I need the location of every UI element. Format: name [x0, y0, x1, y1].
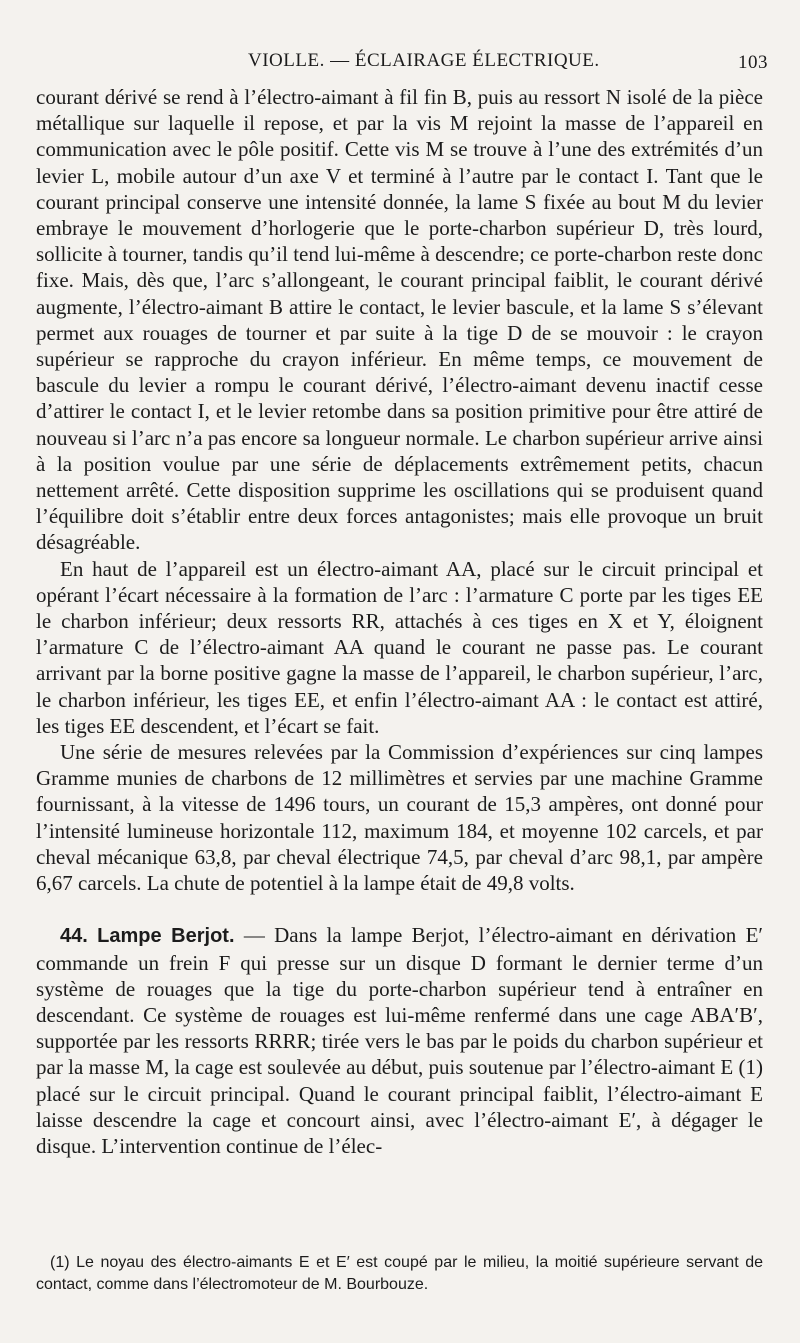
- page-number: 103: [738, 52, 768, 73]
- section-text: — Dans la lampe Berjot, l’électro-aimant en dérivation E′ commande un frein F qui presse sur un disque D formant le dernier terme d’un système de rouages que la tige du porte-charbon supérieur tend à entraîner en descendant. Ce système de rouages est lui-même renfermé dans une cage ABA′B′, supportée par les ressorts RRRR; tirée vers le bas par le poids du charbon supérieur et par la masse M, la cage est soulevée au début, puis soutenue par l’électro-aimant E (1) placé sur le circuit principal. Quand le courant principal faiblit, l’électro-aimant E laisse descendre la cage et concourt ainsi, avec l’électro-aimant E′, à dégager le disque. L’intervention continue de l’élec-: [36, 923, 763, 1158]
- body-text: [36, 84, 763, 1159]
- running-title: VIOLLE. — ÉCLAIRAGE ÉLECTRIQUE.: [248, 50, 600, 71]
- paragraph: courant dérivé se rend à l’électro-aimant à fil fin B, puis au ressort N isolé de la pièce métallique sur laquelle il repose, et par la vis M rejoint la masse de l’appareil en communication avec le pôle positif. Cette vis M se trouve à l’une des extrémités d’un levier L, mobile autour d’un axe V et terminé à l’autre par le contact I. Tant que le courant principal conserve une intensité donnée, la lame S fixée au bout M du levier embraye le mouvement d’horlogerie que le porte-charbon supérieur D, très lourd, sollicite à tourner, tandis qu’il tend lui-même à descendre; ce porte-charbon reste donc fixe. Mais, dès que, l’arc s’allongeant, le courant principal faiblit, le courant dérivé augmente, l’électro-aimant B attire le contact, le levier bascule, et la lame S s’élevant permet aux rouages de tourner et par suite à la tige D de se mouvoir : le crayon supérieur se rapproche du crayon inférieur. En même temps, ce mouvement de bascule du levier a rompu le courant dérivé, l’électro-aimant devenu inactif cesse d’attirer le contact I, et le levier retombe dans sa position primitive pour être attiré de nouveau si l’arc n’a pas encore sa longueur normale. Le charbon supérieur arrive ainsi à la position voulue par une série de déplacements extrêmement petits, chacun nettement arrêté. Cette disposition supprime les oscillations qui se produisent quand l’équilibre doit s’établir entre deux forces antagonistes; mais elle provoque un bruit désagréable.: [36, 85, 763, 555]
- running-header: [36, 46, 768, 76]
- paragraph: En haut de l’appareil est un électro-aimant AA, placé sur le circuit principal et opérant l’écart nécessaire à la formation de l’arc : l’armature C porte par les tiges EE le charbon inférieur; deux ressorts RR, attachés à ces tiges en X et Y, éloignent l’armature C de l’électro-aimant AA quand le courant ne passe pas. Le courant arrivant par la borne positive gagne la masse de l’appareil, le charbon supérieur, l’arc, le charbon inférieur, les tiges EE, et enfin l’électro-aimant AA : le contact est attiré, les tiges EE descendent, et l’écart se fait.: [36, 556, 763, 738]
- section-title: Lampe Berjot.: [97, 925, 235, 948]
- footnote: (1) Le noyau des électro-aimants E et E′ est coupé par le milieu, la moitié supérieure servant de contact, comme dans l’électromoteur de M. Bourbouze.: [36, 1254, 763, 1293]
- section-number: 44.: [60, 925, 88, 948]
- paragraph: Une série de mesures relevées par la Commission d’expériences sur cinq lampes Gramme munies de charbons de 12 millimètres et servies par une machine Gramme fournissant, à la vitesse de 1496 tours, un courant de 15,3 ampères, ont donné pour l’intensité lumineuse horizontale 112, maximum 184, et moyenne 102 carcels, et par cheval mécanique 63,8, par cheval électrique 74,5, par cheval d’arc 98,1, par ampère 6,67 carcels. La chute de potentiel à la lampe était de 49,8 volts.: [36, 740, 763, 896]
- section-paragraph: [36, 922, 763, 1159]
